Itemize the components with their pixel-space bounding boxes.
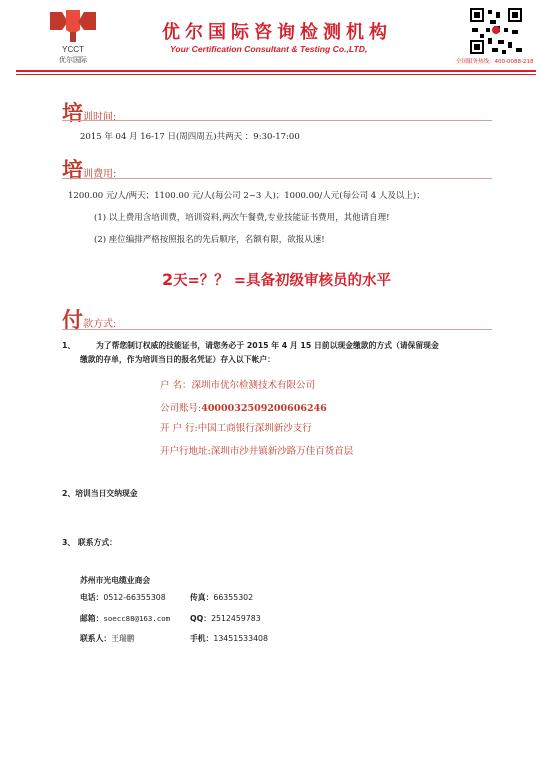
company-name-en: Your Certification Consultant & Testing Co.,LTD, bbox=[170, 44, 368, 54]
section-title: 训费用: bbox=[83, 169, 117, 180]
training-time-text: 2015 年 04 月 16-17 日(周四周五)共两天 ：9:30-17:00 bbox=[80, 132, 300, 142]
bank-row bbox=[160, 420, 312, 434]
section-divider bbox=[62, 178, 492, 179]
fax-label: 传真： bbox=[190, 593, 214, 602]
contact-phone-row bbox=[80, 592, 166, 603]
qq-label: QQ： bbox=[190, 614, 212, 623]
section-training-time bbox=[62, 97, 116, 127]
email-label: 邮箱： bbox=[80, 614, 104, 623]
section-initial: 培 bbox=[62, 101, 83, 125]
fee-note-2: (2) 座位编排严格按照报名的先后顺序，名额有限，欲报从速! bbox=[94, 235, 325, 245]
logo-subtext: 优尔国际 bbox=[59, 56, 87, 64]
section-divider bbox=[62, 120, 492, 121]
bank-address: 深圳市沙井镇新沙路万佳百货首层 bbox=[210, 446, 354, 457]
qr-code-icon bbox=[468, 6, 524, 56]
account-name: 深圳市优尔检测技术有限公司 bbox=[191, 380, 316, 391]
bank-label: 开 户 行: bbox=[160, 423, 198, 434]
fee-prices: 1200.00 元/人/两天；1100.00 元/人(每公司 2~3 人)；1000.00/人元(每公司 4 人及以上)； bbox=[68, 191, 425, 201]
account-number-row bbox=[160, 400, 327, 414]
account-number: 4000032509200606246 bbox=[201, 403, 327, 414]
hotline: 全国服务热线：400-0088-218 bbox=[456, 59, 534, 65]
company-name-cn: 优尔国际咨询检测机构 bbox=[162, 22, 392, 43]
contact-mobile-row bbox=[190, 633, 268, 644]
qq-value: 2512459783 bbox=[211, 614, 261, 623]
section-title: 款方式: bbox=[83, 319, 117, 330]
bank-address-row bbox=[160, 443, 353, 457]
contact-email-row bbox=[80, 613, 170, 624]
fax-value: 66355302 bbox=[213, 593, 254, 602]
section-divider bbox=[62, 329, 492, 330]
account-name-row bbox=[160, 377, 315, 391]
item-2: 2、培训当日交纳现金 bbox=[62, 489, 138, 498]
section-training-fee bbox=[62, 154, 116, 184]
bank-address-label: 开户行地址: bbox=[160, 446, 211, 457]
logo-text: YCCT bbox=[62, 45, 84, 54]
contact-qq-row bbox=[190, 613, 261, 624]
email-value[interactable]: soecc88@163.com bbox=[103, 614, 171, 623]
phone-label: 电话： bbox=[80, 593, 104, 602]
bank-name: 中国工商银行深圳新沙支行 bbox=[197, 423, 312, 434]
section-title: 训时间: bbox=[83, 112, 117, 123]
headline-number: 2 bbox=[162, 270, 174, 289]
person-value: 王瑞鹏 bbox=[111, 634, 135, 643]
fee-note-1: (1) 以上费用含培训费，培训资料,两次午餐费,专业技能证书费用，其他请自理! bbox=[94, 213, 390, 223]
header-rule bbox=[16, 70, 536, 72]
item-1-number: 1、 bbox=[62, 341, 76, 350]
contact-org: 苏州市光电缆业商会 bbox=[80, 576, 151, 585]
company-logo bbox=[44, 8, 102, 64]
phone-value: 0512-66355308 bbox=[103, 593, 166, 602]
account-number-label: 公司账号: bbox=[160, 403, 202, 414]
header-rule-thin bbox=[16, 74, 536, 75]
item-3: 3、 联系方式： bbox=[62, 538, 117, 547]
mobile-label: 手机： bbox=[190, 634, 214, 643]
mobile-value: 13451533408 bbox=[213, 634, 268, 643]
contact-fax-row bbox=[190, 592, 253, 603]
section-initial: 培 bbox=[62, 158, 83, 182]
item-1-line-1: 为了帮您制订权威的技能证书，请您务必于 2015 年 4 月 15 日前以现金缴款的方式（请保留现金 bbox=[96, 341, 439, 350]
item-1-line-2: 缴款的存单，作为培训当日的报名凭证）存入以下帐户： bbox=[80, 355, 275, 364]
headline-text: 天=？？ =具备初级审核员的水平 bbox=[173, 273, 391, 289]
person-label: 联系人： bbox=[80, 634, 112, 643]
contact-person-row bbox=[80, 633, 135, 644]
headline bbox=[162, 269, 391, 290]
account-name-label: 户 名： bbox=[160, 380, 192, 391]
section-initial: 付 bbox=[62, 308, 83, 332]
